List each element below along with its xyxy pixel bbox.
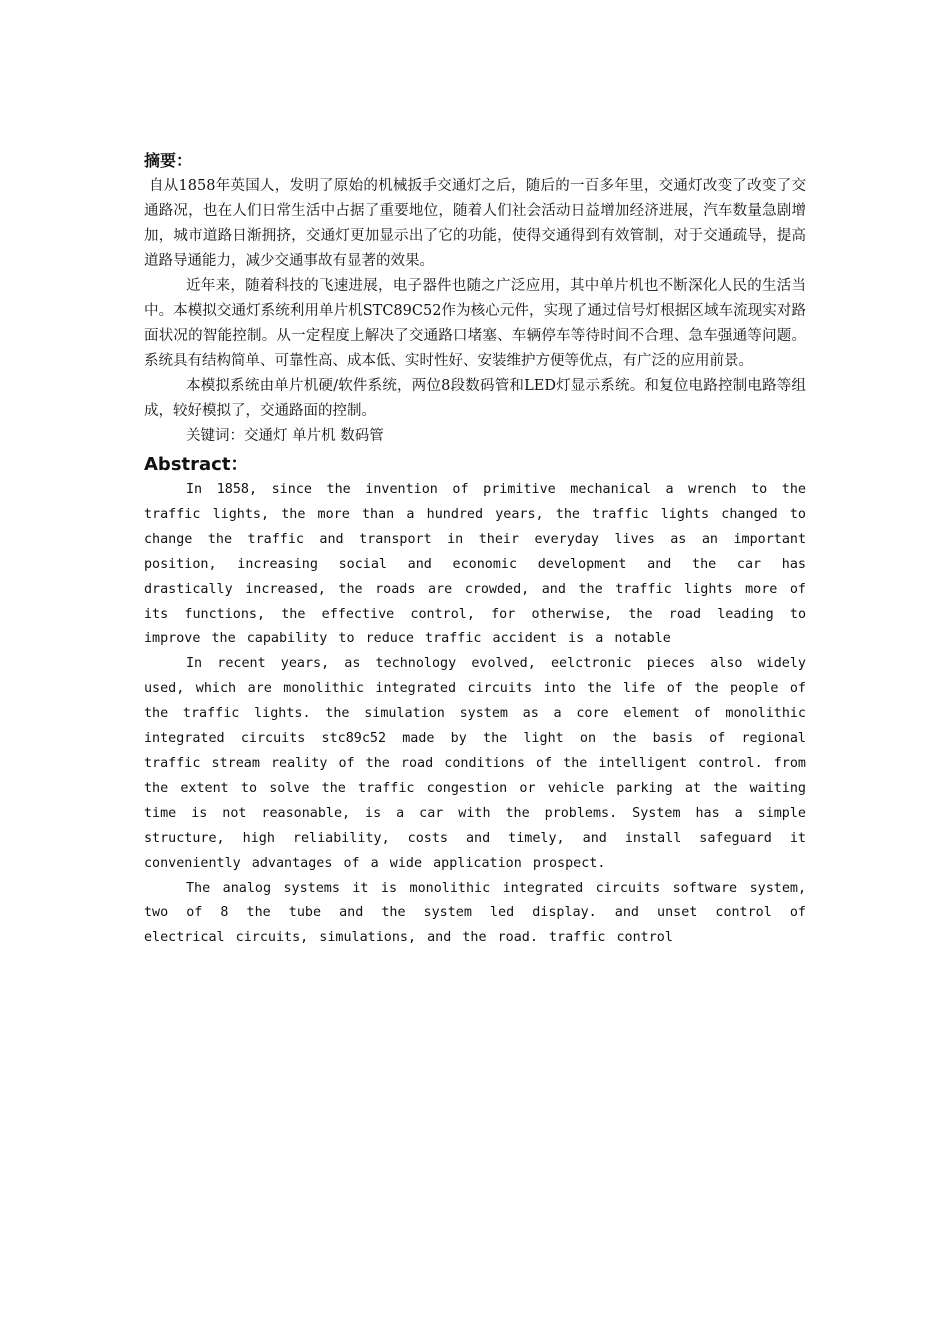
chinese-abstract-heading: 摘要： xyxy=(144,151,193,170)
english-paragraph-1: In 1858, since the invention of primitive mechanical a wrench to the traffic lights, the more than a hundred years, the traffic lights changed to change the traffic and transport in their everyday lives as an important position, increasing social and economic development and the car has drastically increased, the roads are crowded, and the traffic lights more of its functions, the effective control, for otherwise, the road leading to improve the capability to reduce traffic accident is a notable xyxy=(144,482,806,647)
english-paragraph-3: The analog systems it is monolithic integrated circuits software system, two of 8 the tube and the system led display. and unset control of electrical circuits, simulations, and the road. traffic control xyxy=(144,880,806,946)
chinese-paragraph-3: 本模拟系统由单片机硬/软件系统，两位8段数码管和LED灯显示系统。和复位电路控制电路等组成，较好模拟了，交通路面的控制。 xyxy=(144,378,806,419)
chinese-abstract xyxy=(144,148,806,449)
english-abstract-heading: Abstract： xyxy=(144,454,249,475)
chinese-paragraph-1: 自从1858年英国人，发明了原始的机械扳手交通灯之后，随后的一百多年里，交通灯改变了改变了交通路况，也在人们日常生活中占据了重要地位，随着人们社会活动日益增加经济进展，汽车数量急剧增加，城市道路日渐拥挤，交通灯更加显示出了它的功能，使得交通得到有效管制，对于交通疏导，提高道路导通能力，减少交通事故有显著的效果。 xyxy=(144,178,806,269)
chinese-paragraph-2: 近年来，随着科技的飞速进展，电子器件也随之广泛应用，其中单片机也不断深化人民的生活当中。本模拟交通灯系统利用单片机STC89C52作为核心元件，实现了通过信号灯根据区域车流现实对路面状况的智能控制。从一定程度上解决了交通路口堵塞、车辆停车等待时间不合理、急车强通等问题。系统具有结构简单、可靠性高、成本低、实时性好、安装维护方便等优点，有广泛的应用前景。 xyxy=(144,278,806,369)
english-paragraph-2: In recent years, as technology evolved, eelctronic pieces also widely used, which are monolithic integrated circuits into the life of the people of the traffic lights. the simulation system as a core element of monolithic integrated circuits stc89c52 made by the light on the basis of regional traffic stream reality of the road conditions of the intelligent control. from the extent to solve the traffic congestion or vehicle parking at the waiting time is not reasonable, is a car with the problems. System has a simple structure, high reliability, costs and timely, and install safeguard it conveniently advantages of a wide application prospect. xyxy=(144,656,806,871)
document-page xyxy=(144,148,806,951)
chinese-keywords: 关键词：交通灯 单片机 数码管 xyxy=(186,428,384,444)
english-abstract xyxy=(144,451,806,951)
